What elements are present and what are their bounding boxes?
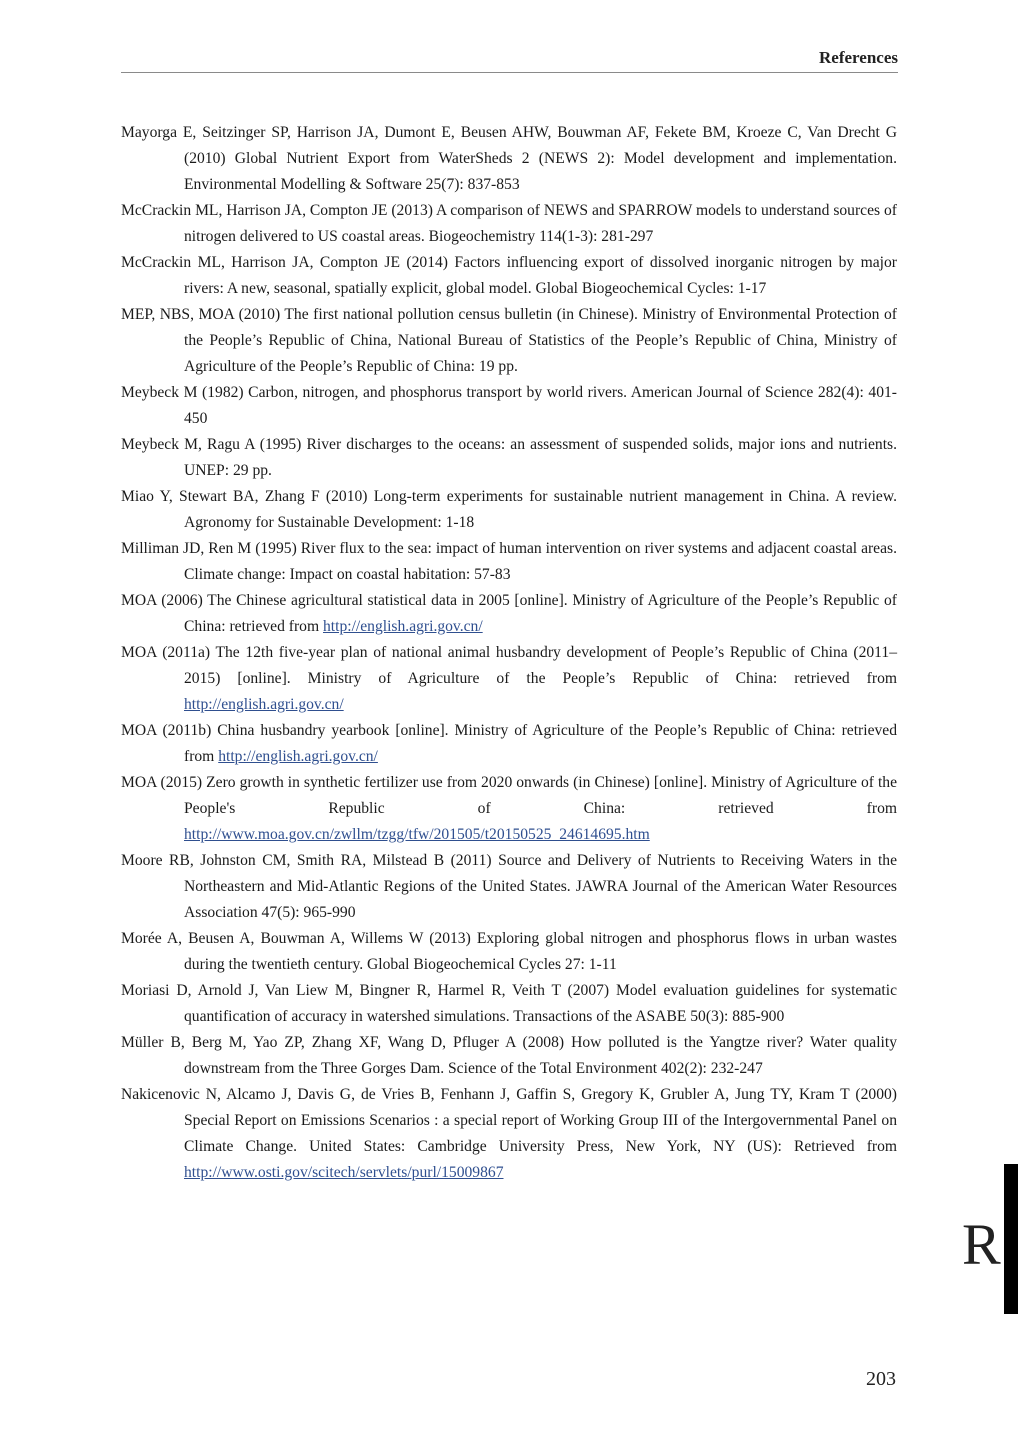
reference-entry [121,536,897,588]
reference-text: Meybeck M (1982) Carbon, nitrogen, and phosphorus transport by world rivers. American Journal of Science 282(4): 401-450 [121,384,897,427]
reference-link[interactable]: http://english.agri.gov.cn/ [184,696,344,713]
reference-entry [121,848,897,926]
header-title: References [819,48,898,67]
reference-text: Meybeck M, Ragu A (1995) River discharges to the oceans: an assessment of suspended solids, major ions and nutrients. UNEP: 29 pp. [121,436,897,479]
reference-link[interactable]: http://english.agri.gov.cn/ [218,748,378,765]
reference-list [121,120,897,1186]
reference-entry [121,302,897,380]
reference-entry [121,250,897,302]
reference-text: Miao Y, Stewart BA, Zhang F (2010) Long-term experiments for sustainable nutrient management in China. A review. Agronomy for Sustainable Development: 1-18 [121,488,897,531]
reference-text: Moriasi D, Arnold J, Van Liew M, Bingner R, Harmel R, Veith T (2007) Model evaluation guidelines for systematic quantification of accuracy in watershed simulations. Transactions of the ASABE 50(3): 885-900 [121,982,897,1025]
reference-entry [121,380,897,432]
reference-entry [121,640,897,718]
reference-text: Morée A, Beusen A, Bouwman A, Willems W (2013) Exploring global nitrogen and phosphorus flows in urban wastes during the twentieth century. Global Biogeochemical Cycles 27: 1-11 [121,930,897,973]
reference-text: MOA (2006) The Chinese agricultural statistical data in 2005 [online]. Ministry of Agriculture of the People’s Republic of China: retrieved from [121,592,897,635]
reference-text: Milliman JD, Ren M (1995) River flux to the sea: impact of human intervention on river systems and adjacent coastal areas. Climate change: Impact on coastal habitation: 57-83 [121,540,897,583]
reference-text: McCrackin ML, Harrison JA, Compton JE (2014) Factors influencing export of dissolved inorganic nitrogen by major rivers: A new, seasonal, spatially explicit, global model. Global Biogeochemical Cycles: 1-17 [121,254,897,297]
reference-text: Moore RB, Johnston CM, Smith RA, Milstead B (2011) Source and Delivery of Nutrients to Receiving Waters in the Northeastern and Mid-Atlantic Regions of the United States. JAWRA Journal of the American Water Resources Association 47(5): 965-990 [121,852,897,921]
reference-entry [121,718,897,770]
reference-entry [121,484,897,536]
reference-text: Nakicenovic N, Alcamo J, Davis G, de Vries B, Fenhann J, Gaffin S, Gregory K, Grubler A, Jung TY, Kram T (2000) Special Report on Emissions Scenarios : a special report of Working Group III of the Intergovernmental Panel on Climate Change. United States: Cambridge University Press, New York, NY (US): Retrieved from [121,1086,897,1155]
reference-text: Müller B, Berg M, Yao ZP, Zhang XF, Wang D, Pfluger A (2008) How polluted is the Yangtze river? Water quality downstream from the Three Gorges Dam. Science of the Total Environment 402(2): 232-247 [121,1034,897,1077]
reference-entry [121,1082,897,1186]
page-number: 203 [866,1368,896,1390]
section-tab-letter: R [962,1212,1001,1277]
reference-text: MEP, NBS, MOA (2010) The first national pollution census bulletin (in Chinese). Ministry of Environmental Protection of the People’s Republic of China, National Bureau of Statistics of the People’s Republic of China, Ministry of Agriculture of the People’s Republic of China: 19 pp. [121,306,897,375]
reference-entry [121,588,897,640]
reference-entry [121,198,897,250]
section-tab-marker [1004,1164,1018,1314]
reference-entry [121,432,897,484]
reference-entry [121,978,897,1030]
reference-link[interactable]: http://www.moa.gov.cn/zwllm/tzgg/tfw/201505/t20150525_24614695.htm [184,826,650,843]
reference-text: MOA (2011b) China husbandry yearbook [online]. Ministry of Agriculture of the People’s Republic of China: retrieved from [121,722,897,765]
reference-link[interactable]: http://www.osti.gov/scitech/servlets/purl/15009867 [184,1164,504,1181]
reference-entry [121,1030,897,1082]
reference-text: MOA (2015) Zero growth in synthetic fertilizer use from 2020 onwards (in Chinese) [online]. Ministry of Agriculture of the People's Republic of China: retrieved from [121,774,897,817]
reference-text: McCrackin ML, Harrison JA, Compton JE (2013) A comparison of NEWS and SPARROW models to understand sources of nitrogen delivered to US coastal areas. Biogeochemistry 114(1-3): 281-297 [121,202,897,245]
reference-entry [121,770,897,848]
reference-text: Mayorga E, Seitzinger SP, Harrison JA, Dumont E, Beusen AHW, Bouwman AF, Fekete BM, Kroeze C, Van Drecht G (2010) Global Nutrient Export from WaterSheds 2 (NEWS 2): Model development and implementation. Environmental Modelling & Software 25(7): 837-853 [121,124,897,193]
reference-entry [121,120,897,198]
running-header [121,44,898,73]
reference-text: MOA (2011a) The 12th five-year plan of national animal husbandry development of People’s Republic of China (2011–2015) [online]. Ministry of Agriculture of the People’s Republic of China: retrieved from [121,644,897,687]
reference-link[interactable]: http://english.agri.gov.cn/ [323,618,483,635]
reference-entry [121,926,897,978]
